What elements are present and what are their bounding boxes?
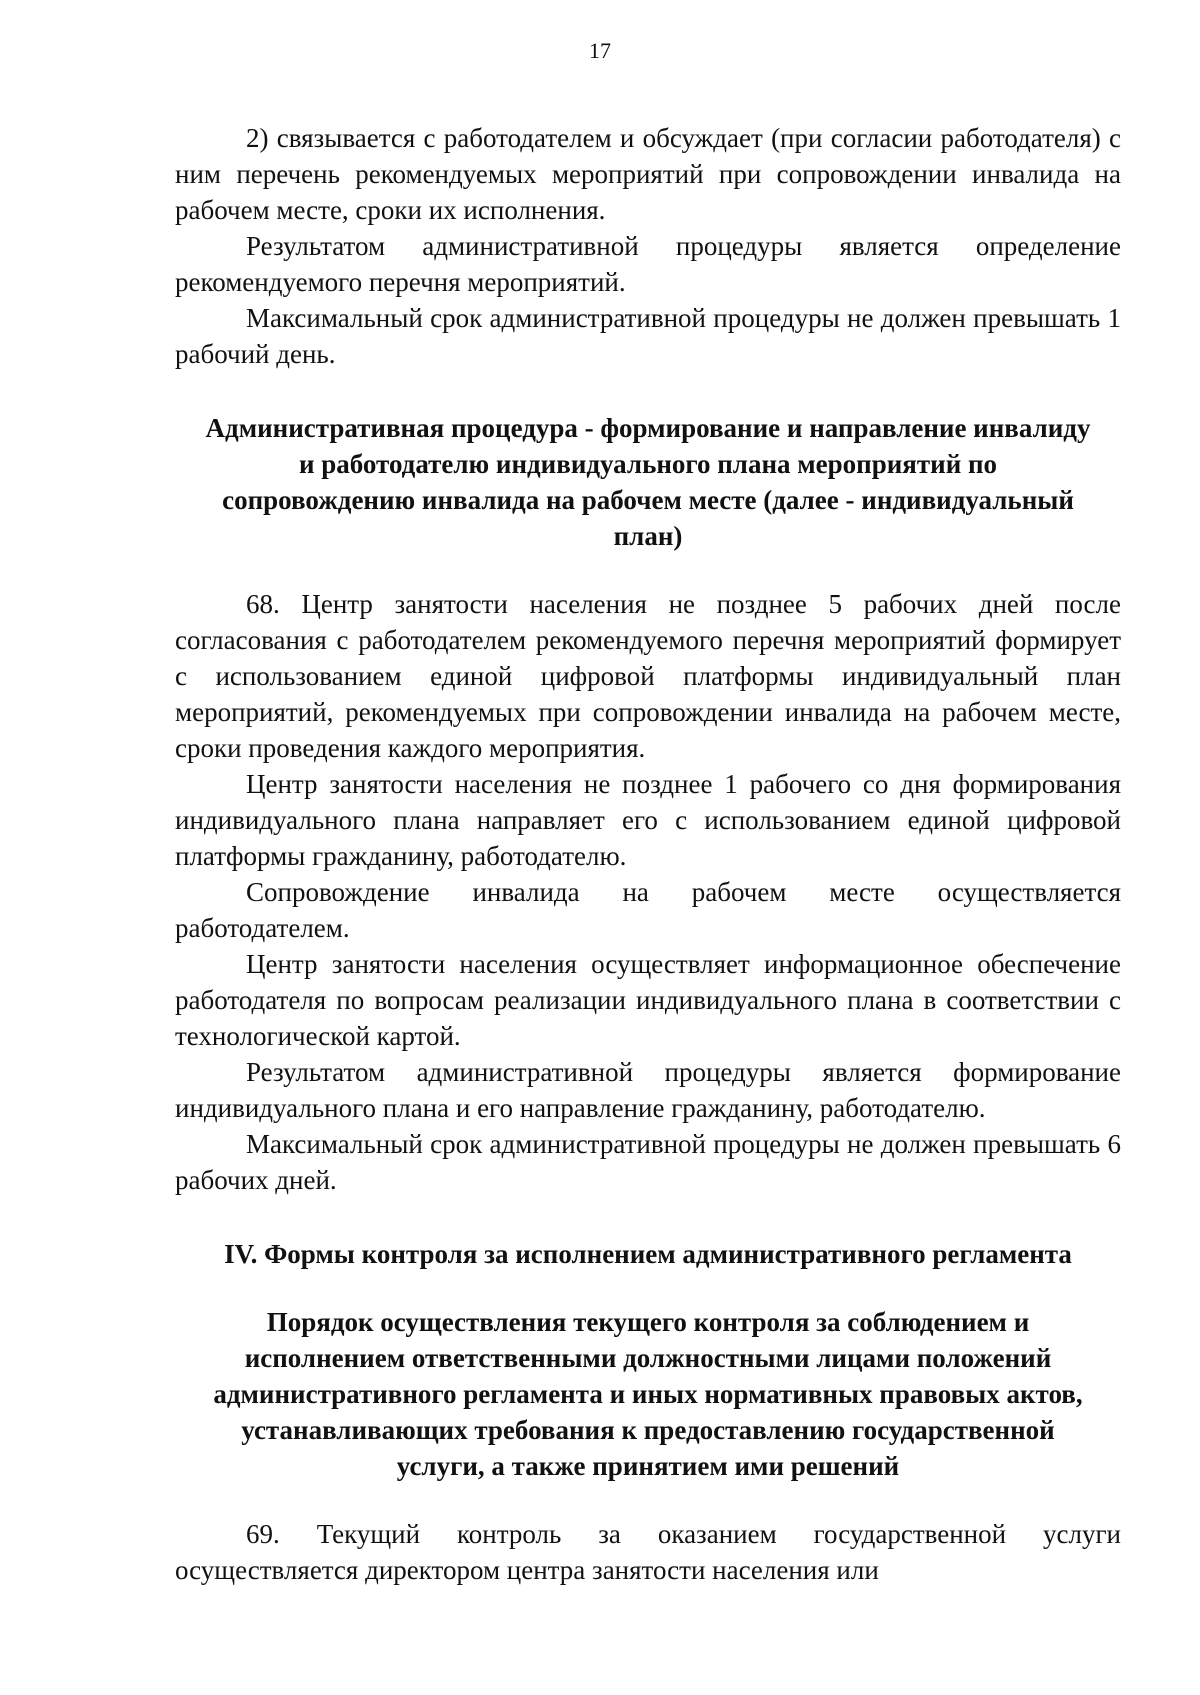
heading-line: услуги, а также принятием ими решений [396,1451,900,1481]
heading-line: Административная процедура - формирование и направление инвалиду [205,413,1091,443]
paragraph-68: 68. Центр занятости населения не позднее 5 рабочих дней после согласования с работодателем рекомендуемого перечня мероприятий формирует с использованием единой цифровой платформы индивидуальный план мероприятий, рекомендуемых при сопровождении инвалида на рабочем месте, сроки проведения каждого мероприятия. [175,589,1121,763]
paragraph-max-term-1: Максимальный срок административной процедуры не должен превышать 1 рабочий день. [175,303,1121,369]
paragraph-result-2: Результатом административной процедуры является формирование индивидуального плана и его направление гражданину, работодателю. [175,1057,1121,1123]
paragraph-info-support: Центр занятости населения осуществляет информационное обеспечение работодателя по вопросам реализации индивидуального плана в соответствии с технологической картой. [175,949,1121,1051]
paragraph-support-by-employer: Сопровождение инвалида на рабочем месте осуществляется работодателем. [175,877,1121,943]
heading-line: план) [613,521,683,551]
paragraph-69: 69. Текущий контроль за оказанием государственной услуги осуществляется директором центра занятости населения или [175,1519,1121,1585]
paragraph-result-1: Результатом административной процедуры является определение рекомендуемого перечня мероприятий. [175,231,1121,297]
section-heading-iv: IV. Формы контроля за исполнением административного регламента [224,1239,1072,1269]
spacer [175,554,1121,586]
paragraph-item-2: 2) связывается с работодателем и обсуждает (при согласии работодателя) с ним перечень рекомендуемых мероприятий при сопровождении инвалида на рабочем месте, сроки их исполнения. [175,123,1121,225]
heading-line: сопровождению инвалида на рабочем месте (далее - индивидуальный [222,485,1074,515]
heading-line: и работодателю индивидуального плана мероприятий по [298,449,998,479]
spacer [175,1484,1121,1516]
paragraph-plan-sending: Центр занятости населения не позднее 1 рабочего со дня формирования индивидуального плана направляет его с использованием единой цифровой платформы гражданину, работодателю. [175,769,1121,871]
subsection-heading-current-control [175,1304,1121,1484]
paragraph-max-term-2: Максимальный срок административной процедуры не должен превышать 6 рабочих дней. [175,1129,1121,1195]
heading-line: устанавливающих требования к предоставлению государственной [241,1415,1055,1445]
page-content [175,120,1121,1588]
heading-line: Порядок осуществления текущего контроля за соблюдением и [266,1307,1030,1337]
heading-line: административного регламента и иных нормативных правовых актов, [213,1379,1083,1409]
heading-line: исполнением ответственными должностными лицами положений [244,1343,1052,1373]
spacer [175,1198,1121,1236]
spacer [175,1272,1121,1304]
spacer [175,372,1121,410]
subsection-heading-individual-plan [175,410,1121,554]
page-number: 17 [589,38,611,63]
